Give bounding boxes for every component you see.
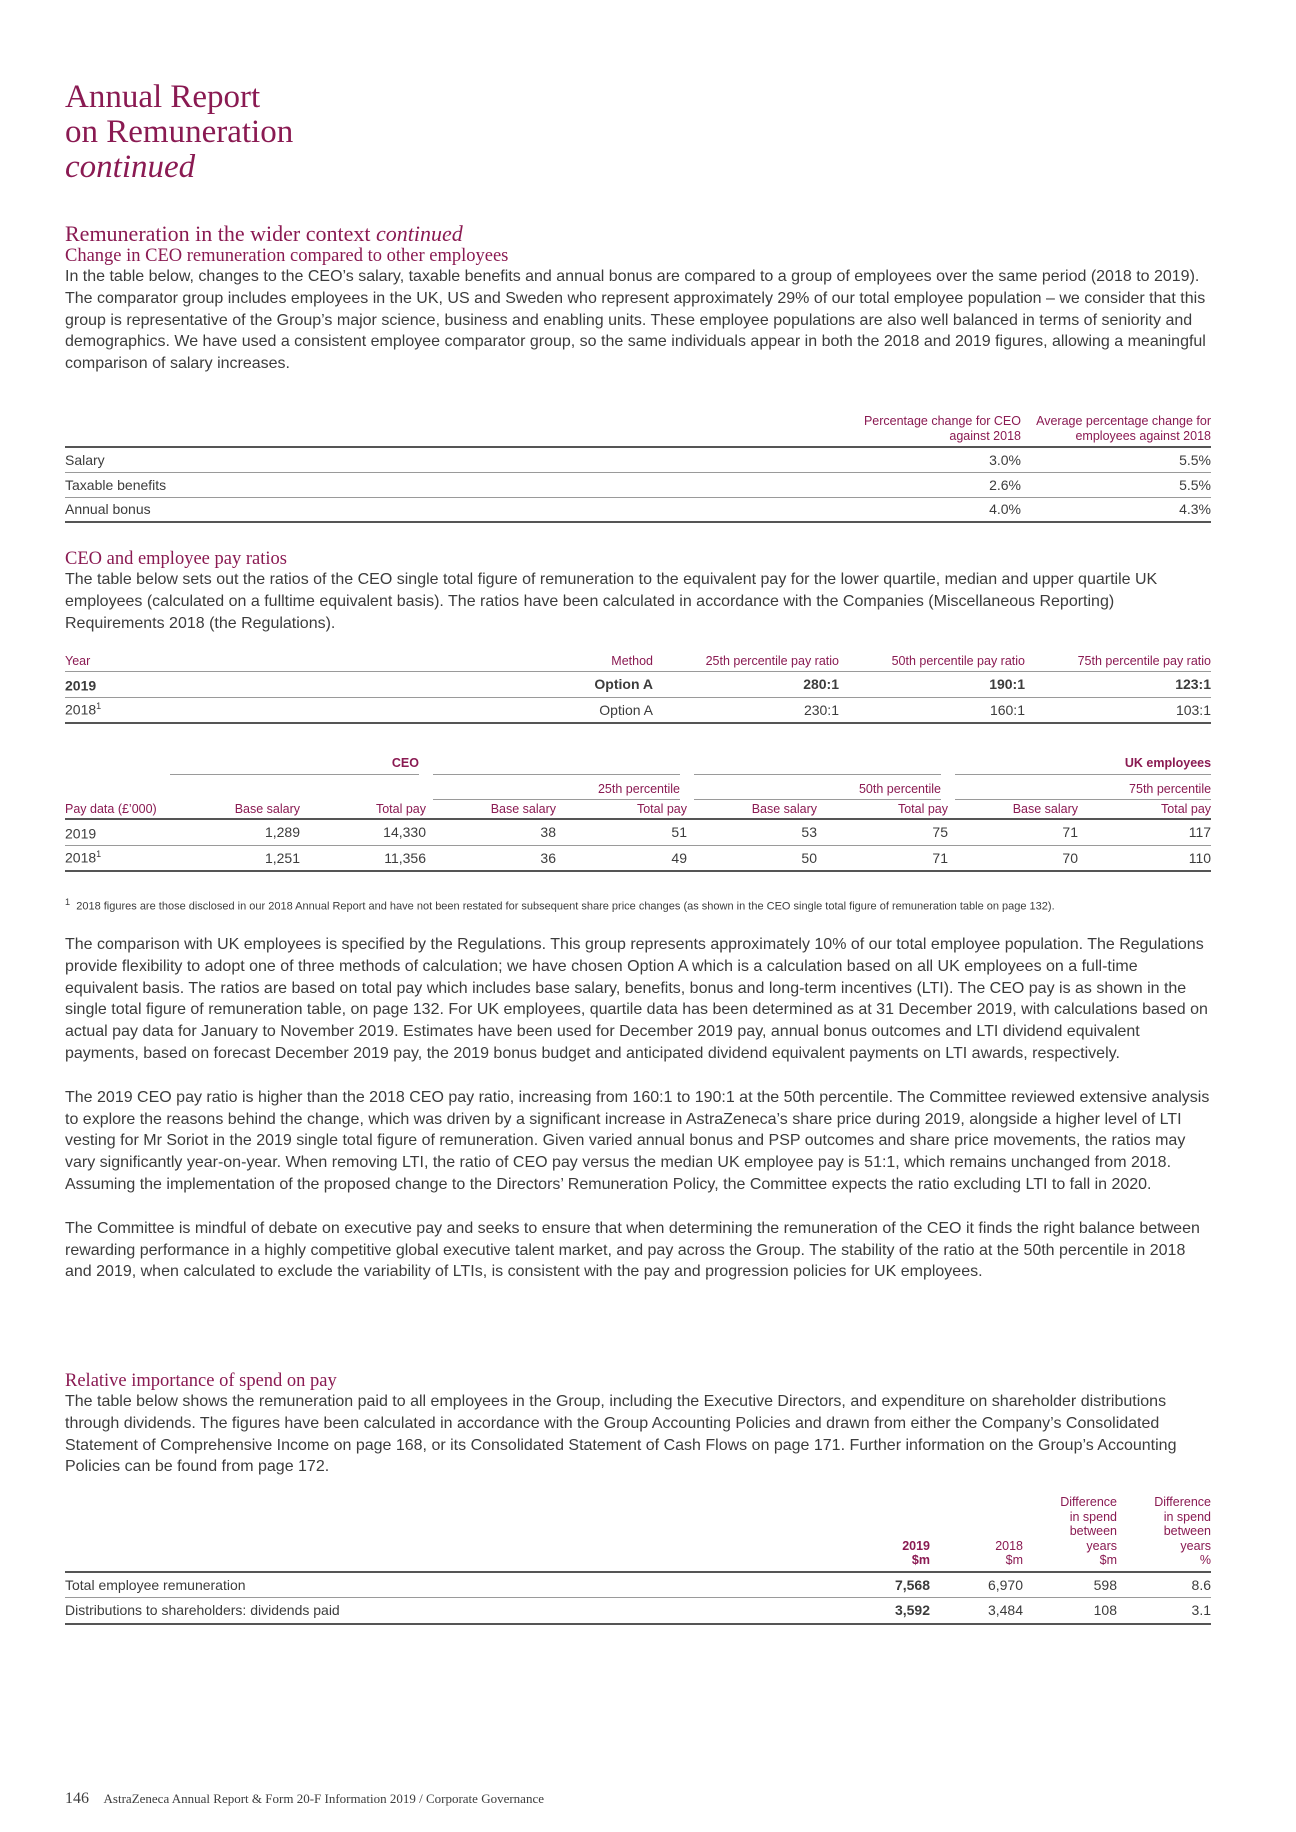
pay-data-column-header: [65, 799, 1211, 819]
col-base-salary: Base salary: [687, 799, 817, 819]
pay-ratios-section: [65, 549, 1211, 634]
spend-table-header: [65, 1495, 1211, 1572]
cell-value: 14,330: [300, 819, 426, 845]
spend-section: [65, 1371, 1211, 1478]
page-title-continued: continued: [65, 149, 196, 185]
table-row: [65, 819, 1211, 845]
footnote-mark: 1: [65, 897, 71, 907]
ceo-change-value: 2.6%: [841, 472, 1021, 497]
col-p50: 50th percentile pay ratio: [839, 654, 1025, 671]
pay-ratios-table-section: [65, 654, 1211, 724]
pay-data-group-header: [65, 752, 1211, 774]
table-row: [65, 1572, 1211, 1598]
col-total-pay: Total pay: [1078, 799, 1211, 819]
p25-group-label: 25th percentile: [426, 774, 687, 799]
cell-value: 38: [426, 819, 556, 845]
table-row: [65, 447, 1211, 472]
p75-group-label: 75th percentile: [948, 774, 1211, 799]
cell-value: 71: [948, 819, 1078, 845]
spend-table: [65, 1495, 1211, 1625]
footnote-text: 2018 figures are those disclosed in our 2018 Annual Report and have not been restated for subsequent share price changes (as shown in the CEO single total figure of remuneration table on page 132).: [76, 900, 1055, 913]
col-p25: 25th percentile pay ratio: [653, 654, 839, 671]
change-table-section: [65, 414, 1211, 523]
cell-value: 11,356: [300, 845, 426, 871]
wider-context-paragraph: In the table below, changes to the CEO’s salary, taxable benefits and annual bonus are compared to a group of employees over the same period (2018 to 2019). The comparator group includes employees in the UK, US and Sweden who represent approximately 29% of our total employee population – we consider that this group is representative of the Group’s major science, business and enabling units. These employee populations are also well balanced in terms of seniority and demographics. We have used a consistent employee comparator group, so the same individuals appear in both the 2018 and 2019 figures, allowing a meaningful comparison of salary increases.: [65, 268, 1206, 373]
col-total-pay: Total pay: [556, 799, 687, 819]
table-row: [65, 671, 1211, 697]
row-p25: 230:1: [653, 697, 839, 723]
emp-change-value: 5.5%: [1021, 447, 1211, 472]
spend-paragraph: The table below shows the remuneration paid to all employees in the Group, including the Executive Directors, and expenditure on shareholder distributions through dividends. The figures have been calculated in accordance with the Group Accounting Policies and drawn from either the Company’s Consolidated Statement of Comprehensive Income on page 168, or its Consolidated Statement of Cash Flows on page 171. Further information on the Group’s Accounting Policies can be found from page 172.: [65, 1393, 1177, 1476]
pay-ratios-heading: CEO and employee pay ratios: [65, 549, 287, 569]
change-col-emp: Average percentage change for employees against 2018: [1021, 414, 1211, 447]
pay-data-section: [65, 752, 1211, 872]
row-p25: 280:1: [653, 671, 839, 697]
ceo-change-value: 3.0%: [841, 447, 1021, 472]
page-footer: [65, 1790, 544, 1808]
row-year: 2018$^1$: [65, 697, 473, 723]
row-method: Option A: [473, 671, 653, 697]
value-pct: 8.6: [1117, 1572, 1211, 1598]
spend-heading: Relative importance of spend on pay: [65, 1371, 337, 1391]
cell-value: 110: [1078, 845, 1211, 871]
col-total-pay: Total pay: [300, 799, 426, 819]
col-base-salary: Base salary: [948, 799, 1078, 819]
col-base-salary: Base salary: [426, 799, 556, 819]
cell-value: 36: [426, 845, 556, 871]
value-pct: 3.1: [1117, 1598, 1211, 1624]
row-label: Salary: [65, 447, 841, 472]
wider-context-section: [65, 222, 1211, 375]
value-2019: 3,592: [835, 1598, 930, 1624]
cell-value: 49: [556, 845, 687, 871]
row-year: 2019: [65, 819, 170, 845]
col-p75: 75th percentile pay ratio: [1025, 654, 1211, 671]
cell-value: 53: [687, 819, 817, 845]
cell-value: 1,289: [170, 819, 300, 845]
ceo-change-value: 4.0%: [841, 497, 1021, 522]
row-label: Taxable benefits: [65, 472, 841, 497]
page-number: 146: [65, 1790, 89, 1807]
value-2018: 3,484: [930, 1598, 1023, 1624]
body-paragraph-3: The Committee is mindful of debate on executive pay and seeks to ensure that when determining the remuneration of the CEO it finds the right balance between rewarding performance in a highly competitive global executive talent market, and pay across the Group. The stability of the ratio at the 50th percentile in 2018 and 2019, when calculated to exclude the variability of LTIs, is consistent with the pay and progression policies for UK employees.: [65, 1219, 1200, 1281]
value-diff: 108: [1023, 1598, 1117, 1624]
cell-value: 71: [817, 845, 948, 871]
uk-group-label: UK employees: [426, 752, 1211, 774]
col-total-pay: Total pay: [817, 799, 948, 819]
change-col-ceo: Percentage change for CEO against 2018: [841, 414, 1021, 447]
cell-value: 117: [1078, 819, 1211, 845]
cell-value: 51: [556, 819, 687, 845]
col-2019: 2019 $m: [835, 1495, 930, 1572]
table-row: [65, 497, 1211, 522]
table-row: [65, 697, 1211, 723]
row-p50: 160:1: [839, 697, 1025, 723]
cell-value: 1,251: [170, 845, 300, 871]
spend-table-section: [65, 1495, 1211, 1625]
page-title-line2: on Remuneration: [65, 114, 294, 150]
pay-data-percentile-header: [65, 774, 1211, 799]
row-label: Total employee remuneration: [65, 1572, 835, 1598]
page-title: [65, 80, 293, 185]
p50-group-label: 50th percentile: [687, 774, 948, 799]
change-ceo-subheading: Change in CEO remuneration compared to other employees: [65, 246, 509, 266]
footer-text: AstraZeneca Annual Report & Form 20-F Information 2019 / Corporate Governance: [103, 1791, 544, 1806]
pay-data-table: [65, 752, 1211, 872]
cell-value: 75: [817, 819, 948, 845]
row-p75: 103:1: [1025, 697, 1211, 723]
table-row: [65, 845, 1211, 871]
value-2018: 6,970: [930, 1572, 1023, 1598]
col-diff-pct: Difference in spend between years %: [1117, 1495, 1211, 1572]
table-row: [65, 1598, 1211, 1624]
row-label: Distributions to shareholders: dividends paid: [65, 1598, 835, 1624]
row-method: Option A: [473, 697, 653, 723]
col-year: Year: [65, 654, 473, 671]
col-diff-abs: Difference in spend between years $m: [1023, 1495, 1117, 1572]
row-label: Annual bonus: [65, 497, 841, 522]
pay-ratios-paragraph: The table below sets out the ratios of the CEO single total figure of remuneration to the equivalent pay for the lower quartile, median and upper quartile UK employees (calculated on a fulltime equivalent basis). The ratios have been calculated in accordance with the Companies (Miscellaneous Reporting) Requirements 2018 (the Regulations).: [65, 571, 1158, 632]
pay-data-label: Pay data (£’000): [65, 799, 170, 819]
col-base-salary: Base salary: [170, 799, 300, 819]
row-p75: 123:1: [1025, 671, 1211, 697]
cell-value: 50: [687, 845, 817, 871]
row-year: 2018$^1$: [65, 845, 170, 871]
col-method: Method: [473, 654, 653, 671]
wider-context-heading: Remuneration in the wider context continued: [65, 221, 463, 246]
pay-ratios-table: [65, 654, 1211, 724]
cell-value: 70: [948, 845, 1078, 871]
value-2019: 7,568: [835, 1572, 930, 1598]
col-2018: 2018 $m: [930, 1495, 1023, 1572]
change-table: [65, 414, 1211, 523]
change-table-header: [65, 414, 1211, 447]
row-p50: 190:1: [839, 671, 1025, 697]
body-paragraph-2: The 2019 CEO pay ratio is higher than the 2018 CEO pay ratio, increasing from 160:1 to 190:1 at the 50th percentile. The Committee reviewed extensive analysis to explore the reasons behind the change, which was driven by a significant increase in AstraZeneca’s share price during 2019, alongside a higher level of LTI vesting for Mr Soriot in the 2019 single total figure of remuneration. Given varied annual bonus and PSP outcomes and share price movements, the ratios may vary significantly year-on-year. When removing LTI, the ratio of CEO pay versus the median UK employee pay is 51:1, which remains unchanged from 2018. Assuming the implementation of the proposed change to the Directors’ Remuneration Policy, the Committee expects the ratio excluding LTI to fall in 2020.: [65, 1088, 1210, 1193]
pay-ratios-header: [65, 654, 1211, 671]
row-year: 2019: [65, 671, 473, 697]
body-paragraph-1: The comparison with UK employees is specified by the Regulations. This group represents approximately 10% of our total employee population. The Regulations provide flexibility to adopt one of three methods of calculation; we have chosen Option A which is a calculation based on all UK employees on a full-time equivalent basis. The ratios are based on total pay which includes base salary, benefits, bonus and long-term incentives (LTI). The CEO pay is as shown in the single total figure of remuneration table, on page 132. For UK employees, quartile data has been determined as at 31 December 2019, with calculations based on actual pay data for January to November 2019. Estimates have been used for December 2019 pay, annual bonus outcomes and LTI dividend equivalent payments, based on forecast December 2019 pay, the 2019 bonus budget and anticipated dividend equivalent payments on LTI awards, respectively.: [65, 936, 1208, 1062]
body-section: [65, 934, 1211, 1283]
table-row: [65, 472, 1211, 497]
footnote: [65, 895, 1211, 914]
emp-change-value: 5.5%: [1021, 472, 1211, 497]
emp-change-value: 4.3%: [1021, 497, 1211, 522]
page-title-line1: Annual Report: [65, 79, 261, 115]
value-diff: 598: [1023, 1572, 1117, 1598]
ceo-group-label: CEO: [170, 752, 426, 774]
